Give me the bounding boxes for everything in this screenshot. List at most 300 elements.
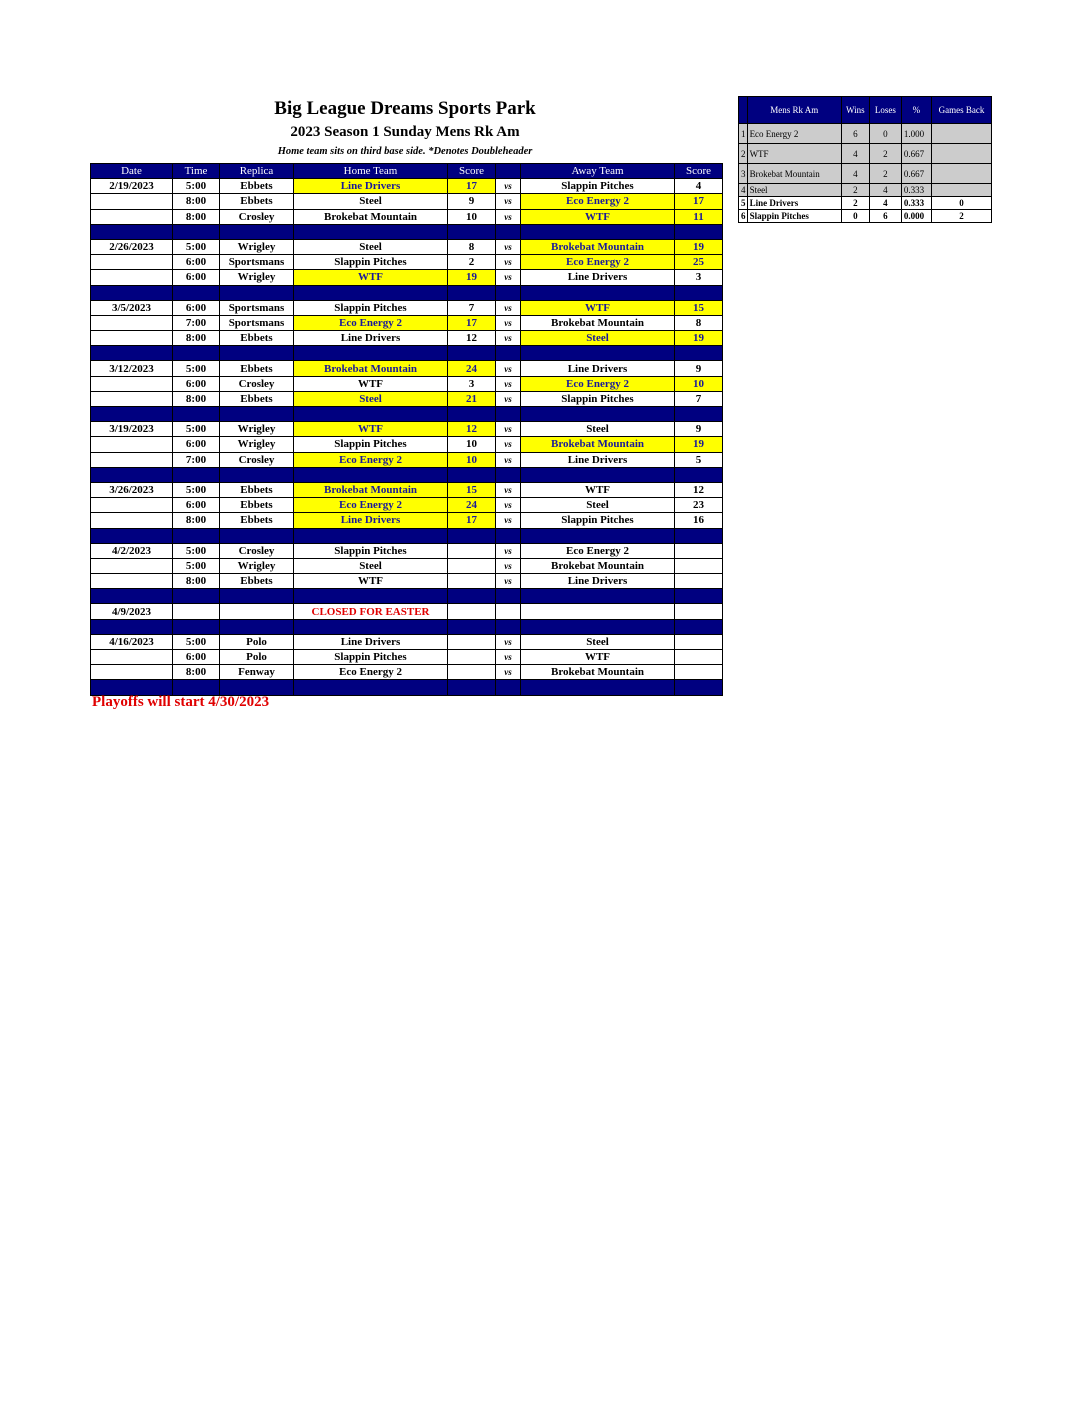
away-score [675,543,723,558]
away-team: Slappin Pitches [521,513,675,528]
game-time: 5:00 [173,422,220,437]
home-team: Eco Energy 2 [294,498,448,513]
standings-pct: 1.000 [901,124,931,144]
game-date [91,255,173,270]
standings-wins-header: Wins [841,97,869,124]
separator-cell [220,467,294,482]
home-score [448,634,496,649]
away-score: 25 [675,255,723,270]
standings-games-back: 2 [931,210,991,223]
away-score: 19 [675,331,723,346]
away-score: 15 [675,300,723,315]
separator-cell [496,285,521,300]
separator-cell [521,467,675,482]
vs-label: vs [496,270,521,285]
home-score: 21 [448,391,496,406]
game-field: Ebbets [220,194,294,209]
game-date [91,437,173,452]
home-score: 2 [448,255,496,270]
schedule-row [91,376,723,391]
game-date [91,376,173,391]
game-field: Ebbets [220,361,294,376]
standings-team: Slappin Pitches [747,210,841,223]
vs-label: vs [496,543,521,558]
home-score: 17 [448,315,496,330]
standings-header-row [739,97,992,124]
standings-loses: 2 [869,144,901,164]
away-team: WTF [521,650,675,665]
separator-cell [496,407,521,422]
vs-label: vs [496,498,521,513]
game-time: 8:00 [173,574,220,589]
separator-cell [220,680,294,695]
standings-pct-header: % [901,97,931,124]
schedule-table [90,163,723,696]
standings-row [739,184,992,197]
standings-division-header: Mens Rk Am [747,97,841,124]
game-date: 3/5/2023 [91,300,173,315]
away-score [675,558,723,573]
standings-gb-header: Games Back [931,97,991,124]
game-time: 5:00 [173,239,220,254]
away-team: Steel [521,634,675,649]
standings-rank: 3 [739,164,748,184]
week-separator-row [91,680,723,695]
standings-rank: 5 [739,197,748,210]
schedule-row [91,604,723,619]
game-field: Sportsmans [220,300,294,315]
away-score: 9 [675,361,723,376]
game-field: Ebbets [220,179,294,194]
away-team: Steel [521,498,675,513]
standings-games-back [931,144,991,164]
standings-loses: 6 [869,210,901,223]
schedule-row [91,255,723,270]
vs-label: vs [496,650,521,665]
vs-label: vs [496,361,521,376]
col-header-home-team: Home Team [294,164,448,179]
separator-cell [91,619,173,634]
game-field: Wrigley [220,239,294,254]
game-time: 5:00 [173,558,220,573]
schedule-header-row [91,164,723,179]
home-score: 10 [448,209,496,224]
away-team: Brokebat Mountain [521,558,675,573]
separator-cell [91,467,173,482]
home-team: Line Drivers [294,513,448,528]
home-score: 10 [448,452,496,467]
game-date [91,270,173,285]
home-score: 12 [448,331,496,346]
separator-cell [521,528,675,543]
separator-cell [496,346,521,361]
home-score: 10 [448,437,496,452]
schedule-row [91,331,723,346]
away-team: WTF [521,300,675,315]
game-field: Wrigley [220,270,294,285]
schedule-row [91,452,723,467]
vs-label: vs [496,482,521,497]
game-field: Ebbets [220,331,294,346]
standings-wins: 4 [841,144,869,164]
game-field [220,604,294,619]
standings-row [739,144,992,164]
separator-cell [521,407,675,422]
separator-cell [675,619,723,634]
standings-wins: 4 [841,164,869,184]
away-score: 23 [675,498,723,513]
separator-cell [675,224,723,239]
game-field: Ebbets [220,574,294,589]
separator-cell [448,224,496,239]
away-score: 3 [675,270,723,285]
home-score [448,604,496,619]
standings-body [739,124,992,223]
standings-loses: 2 [869,164,901,184]
vs-label: vs [496,437,521,452]
game-field: Fenway [220,665,294,680]
game-date: 3/12/2023 [91,361,173,376]
game-field: Polo [220,634,294,649]
separator-cell [675,407,723,422]
separator-cell [173,528,220,543]
vs-label: vs [496,452,521,467]
game-time [173,604,220,619]
game-date: 2/26/2023 [91,239,173,254]
vs-label: vs [496,665,521,680]
vs-label: vs [496,194,521,209]
away-score [675,574,723,589]
standings-pct: 0.333 [901,197,931,210]
separator-cell [220,589,294,604]
col-header-time: Time [173,164,220,179]
game-date: 4/16/2023 [91,634,173,649]
separator-cell [448,589,496,604]
schedule-row [91,194,723,209]
standings-rank: 1 [739,124,748,144]
home-score [448,574,496,589]
home-score: 15 [448,482,496,497]
away-team: Brokebat Mountain [521,239,675,254]
game-field: Ebbets [220,482,294,497]
game-field: Ebbets [220,391,294,406]
away-team: Brokebat Mountain [521,315,675,330]
game-field: Polo [220,650,294,665]
game-time: 8:00 [173,194,220,209]
vs-label: vs [496,300,521,315]
game-field: Ebbets [220,498,294,513]
schedule-row [91,300,723,315]
away-team: Line Drivers [521,452,675,467]
separator-cell [173,589,220,604]
vs-label: vs [496,422,521,437]
home-team: Steel [294,239,448,254]
away-team: Eco Energy 2 [521,194,675,209]
game-time: 8:00 [173,665,220,680]
schedule-row [91,558,723,573]
separator-cell [91,285,173,300]
week-separator-row [91,285,723,300]
game-date [91,665,173,680]
separator-cell [521,346,675,361]
home-team: Steel [294,391,448,406]
separator-cell [173,224,220,239]
away-team: Line Drivers [521,574,675,589]
game-date: 2/19/2023 [91,179,173,194]
game-time: 8:00 [173,391,220,406]
game-time: 7:00 [173,315,220,330]
game-field: Wrigley [220,437,294,452]
game-date [91,498,173,513]
separator-cell [294,467,448,482]
home-team: Eco Energy 2 [294,452,448,467]
vs-label: vs [496,558,521,573]
schedule-row [91,574,723,589]
schedule-row [91,239,723,254]
home-team: Slappin Pitches [294,255,448,270]
separator-cell [496,680,521,695]
home-score [448,558,496,573]
separator-cell [220,528,294,543]
game-field: Crosley [220,543,294,558]
home-score: 19 [448,270,496,285]
col-header-home-score: Score [448,164,496,179]
game-date [91,574,173,589]
separator-cell [448,407,496,422]
away-score: 11 [675,209,723,224]
week-separator-row [91,224,723,239]
away-team: Line Drivers [521,270,675,285]
separator-cell [173,285,220,300]
game-time: 6:00 [173,498,220,513]
separator-cell [675,589,723,604]
home-team: Line Drivers [294,634,448,649]
separator-cell [448,467,496,482]
away-score: 12 [675,482,723,497]
game-time: 5:00 [173,482,220,497]
standings-wins: 0 [841,210,869,223]
schedule-row [91,179,723,194]
away-score [675,634,723,649]
closed-notice: CLOSED FOR EASTER [294,604,448,619]
col-header-away-score: Score [675,164,723,179]
game-field: Crosley [220,452,294,467]
separator-cell [496,619,521,634]
vs-label: vs [496,634,521,649]
week-separator-row [91,467,723,482]
separator-cell [521,680,675,695]
standings-team: WTF [747,144,841,164]
away-score: 9 [675,422,723,437]
game-date [91,194,173,209]
separator-cell [294,589,448,604]
standings-rank: 6 [739,210,748,223]
away-score [675,650,723,665]
separator-cell [220,407,294,422]
vs-label: vs [496,255,521,270]
home-score: 24 [448,361,496,376]
separator-cell [675,285,723,300]
separator-cell [173,407,220,422]
standings-rank: 2 [739,144,748,164]
away-team: Eco Energy 2 [521,543,675,558]
standings-row [739,164,992,184]
game-date [91,513,173,528]
game-date [91,209,173,224]
away-team: Slappin Pitches [521,391,675,406]
page-subtitle: 2023 Season 1 Sunday Mens Rk Am [290,124,520,140]
separator-cell [91,589,173,604]
standings-row [739,124,992,144]
separator-cell [91,346,173,361]
separator-cell [521,224,675,239]
game-time: 6:00 [173,650,220,665]
separator-cell [220,619,294,634]
home-team: WTF [294,270,448,285]
standings-loses: 4 [869,184,901,197]
away-team: Eco Energy 2 [521,255,675,270]
week-separator-row [91,407,723,422]
separator-cell [91,224,173,239]
schedule-row [91,498,723,513]
game-date: 3/26/2023 [91,482,173,497]
home-score: 17 [448,179,496,194]
game-time: 5:00 [173,361,220,376]
separator-cell [220,224,294,239]
separator-cell [675,528,723,543]
vs-label: vs [496,315,521,330]
vs-label: vs [496,209,521,224]
col-header-vs [496,164,521,179]
schedule-row [91,543,723,558]
standings-team: Eco Energy 2 [747,124,841,144]
away-score: 7 [675,391,723,406]
home-team: WTF [294,376,448,391]
separator-cell [294,528,448,543]
separator-cell [294,285,448,300]
separator-cell [294,346,448,361]
vs-label: vs [496,179,521,194]
separator-cell [675,467,723,482]
week-separator-row [91,589,723,604]
schedule-row [91,482,723,497]
game-field: Crosley [220,376,294,391]
away-team: Slappin Pitches [521,179,675,194]
separator-cell [521,589,675,604]
home-team: WTF [294,422,448,437]
away-score: 4 [675,179,723,194]
standings-rank-header [739,97,748,124]
standings-row [739,210,992,223]
home-team: Slappin Pitches [294,543,448,558]
separator-cell [294,680,448,695]
game-time: 5:00 [173,634,220,649]
home-team: Brokebat Mountain [294,482,448,497]
home-score [448,665,496,680]
game-date [91,452,173,467]
game-date [91,315,173,330]
away-score [675,604,723,619]
game-time: 6:00 [173,437,220,452]
away-team: Line Drivers [521,361,675,376]
standings-row [739,197,992,210]
game-time: 7:00 [173,452,220,467]
game-time: 8:00 [173,513,220,528]
standings-wins: 6 [841,124,869,144]
standings-games-back [931,164,991,184]
home-score: 9 [448,194,496,209]
standings-wins: 2 [841,197,869,210]
game-field: Wrigley [220,422,294,437]
standings-games-back: 0 [931,197,991,210]
home-score: 12 [448,422,496,437]
vs-label: vs [496,376,521,391]
separator-cell [675,680,723,695]
game-time: 6:00 [173,255,220,270]
away-team: WTF [521,209,675,224]
vs-label: vs [496,574,521,589]
col-header-date: Date [91,164,173,179]
away-team [521,604,675,619]
standings-team: Steel [747,184,841,197]
home-team: Steel [294,558,448,573]
schedule-row [91,209,723,224]
game-time: 6:00 [173,376,220,391]
standings-pct: 0.667 [901,144,931,164]
vs-label: vs [496,391,521,406]
game-date: 4/2/2023 [91,543,173,558]
home-score: 7 [448,300,496,315]
standings-team: Line Drivers [747,197,841,210]
home-team: Brokebat Mountain [294,361,448,376]
separator-cell [448,285,496,300]
col-header-away-team: Away Team [521,164,675,179]
away-score: 17 [675,194,723,209]
game-time: 8:00 [173,331,220,346]
standings-pct: 0.000 [901,210,931,223]
standings-pct: 0.333 [901,184,931,197]
schedule-row [91,665,723,680]
game-field: Crosley [220,209,294,224]
away-team: Eco Energy 2 [521,376,675,391]
schedule-row [91,361,723,376]
away-score: 5 [675,452,723,467]
game-date [91,391,173,406]
separator-cell [521,619,675,634]
standings-wins: 2 [841,184,869,197]
page-note: Home team sits on third base side. *Denotes Doubleheader [277,146,533,157]
separator-cell [448,619,496,634]
away-score: 19 [675,437,723,452]
game-date: 4/9/2023 [91,604,173,619]
home-team: WTF [294,574,448,589]
away-team: WTF [521,482,675,497]
schedule-row [91,437,723,452]
away-team: Brokebat Mountain [521,665,675,680]
away-score: 8 [675,315,723,330]
home-score: 17 [448,513,496,528]
schedule-row [91,634,723,649]
separator-cell [496,467,521,482]
game-date [91,331,173,346]
week-separator-row [91,346,723,361]
separator-cell [91,407,173,422]
home-team: Eco Energy 2 [294,665,448,680]
standings-games-back [931,184,991,197]
separator-cell [294,407,448,422]
away-team: Steel [521,331,675,346]
game-field: Sportsmans [220,255,294,270]
